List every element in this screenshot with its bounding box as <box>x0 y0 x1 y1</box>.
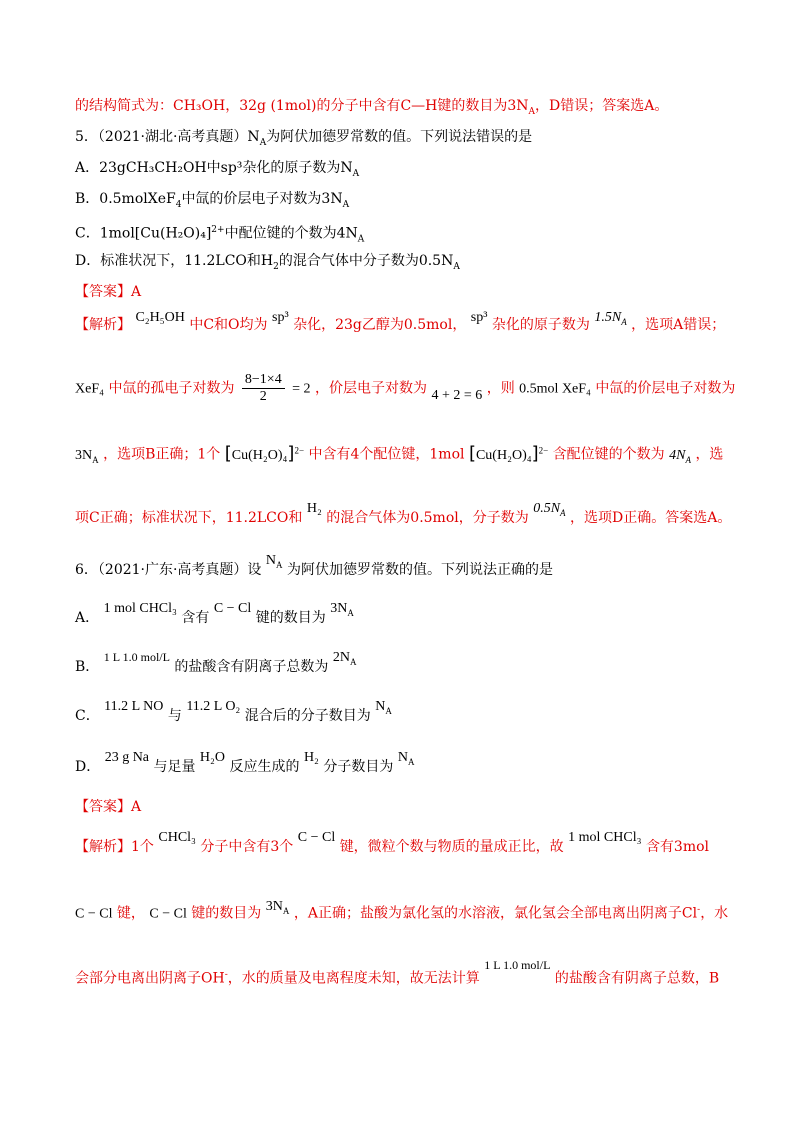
answer-6: 【答案】A <box>75 799 142 815</box>
question-6-option-c: C． 11.2 L NO 与 11.2 L O₂ 混合后的分子数目为 $N_A$ <box>75 699 392 724</box>
question-6-stem: 6．（2021·广东·高考真题）设 $N_A$ 为阿伏加德罗常数的值。下列说法正确的是 <box>75 553 553 578</box>
question-5-stem: 5．（2021·湖北·高考真题）$N_A$为阿伏加德罗常数的值。下列说法错误的是 <box>75 129 533 148</box>
question-5-option-b: B．0.5molXeF$_4$中氙的价层电子对数为$3N_A$ <box>75 191 350 210</box>
question-6-option-d: D． 23 g Na 与足量 H₂O 反应生成的 H₂ 分子数目为 $N_A$ <box>75 750 415 775</box>
fraction: $\frac{8-1\times 4}{2}$ <box>242 372 285 405</box>
explanation-5-line-4: 项C正确；标准状况下，11.2LCO和 H₂ 的混合气体为0.5mol，分子数为 $0.5N_A$ ，选项D正确。答案选A。 <box>75 501 732 526</box>
explanation-5-line-2: XeF₄ 中氙的孤电子对数为 $\frac{8-1\times 4}{2}$ = 2 ，价层电子对数为 4 + 2 = 6 ，则 0.5mol XeF₄ 中氙的价层电子对数为 <box>75 372 736 404</box>
question-5-option-c: C．$1mol[Cu(H_2O)_4]^{2+}$中配位键的个数为$4N_A$ <box>75 225 365 245</box>
answer-5: 【答案】A <box>75 284 142 300</box>
question-6-option-a: A． 1 mol CHCl₃ 含有 C − Cl 键的数目为 $3N_A$ <box>75 601 354 626</box>
explanation-6-line-2: C − Cl 键， C − Cl 键的数目为 $3N_A$ ，A正确；盐酸为氯化氢的水溶液，氯化氢会全部电离出阴离子Cl-，水 <box>75 898 729 922</box>
prev-explanation-tail: 的结构简式为：CH₃OH，32g (1mol)的分子中含有C—H键的数目为$3N_A$，D错误；答案选A。 <box>75 98 669 117</box>
explanation-5-line-3: $3N_A$ ，选项B正确；1个 $[Cu(H_2O)_4]^{2-}$ 中含有4个配位键，1mol $[Cu(H_2O)_4]^{2-}$ 含配位键的个数为 $4N_A$ ，选 <box>75 442 724 465</box>
question-6-option-b: B． 1 L 1.0 mol/L 的盐酸含有阴离子总数为 $2N_A$ <box>75 650 357 675</box>
explanation-6-line-1: 【解析】1个 CHCl₃ 分子中含有3个 C − Cl 键，微粒个数与物质的量成正比，故 1 mol CHCl₃ 含有3mol <box>75 830 710 855</box>
question-5-option-d: D．标准状况下，11.2LCO和$H_2$的混合气体中分子数为$0.5N_A$ <box>75 253 460 272</box>
question-5-option-a: A．23gCH₃CH₂OH中sp³杂化的原子数为$N_A$ <box>75 160 360 179</box>
explanation-6-line-3: 会部分电离出阴离子OH-，水的质量及电离程度未知，故无法计算 1 L 1.0 mol/L 的盐酸含有阴离子总数，B <box>75 957 720 987</box>
explanation-5-line-1: 【解析】 C₂H₅OH 中C和O均为 sp³ 杂化，23g乙醇为0.5mol， sp³ 杂化的原子数为 $1.5N_A$ ，选项A错误； <box>75 310 726 333</box>
